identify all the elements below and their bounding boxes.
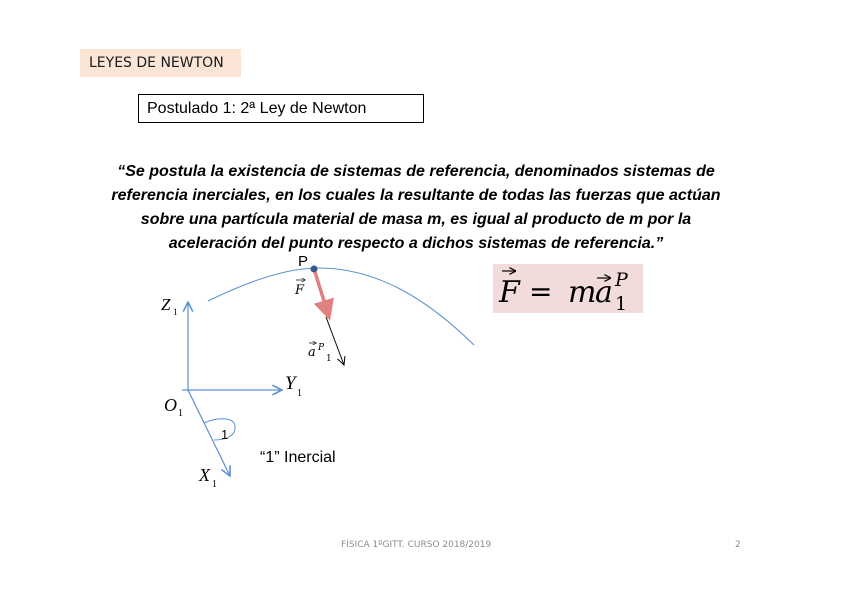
formula-subscript: 1 [615, 293, 628, 313]
formula-force: F [499, 275, 520, 310]
section-label: LEYES DE NEWTON [80, 49, 241, 77]
accel-superscript: P [318, 343, 325, 353]
x-axis-label: X [199, 465, 210, 485]
formula-equals: = [529, 275, 553, 308]
formula-accel: a [595, 275, 613, 310]
accel-label: a [308, 345, 316, 360]
x-axis-subscript: 1 [212, 479, 217, 490]
y-axis-subscript: 1 [297, 388, 302, 399]
inertial-label: “1” Inercial [260, 449, 336, 466]
y-axis-label: Y [285, 373, 296, 394]
postulate-quote: “Se postula la existencia de sistemas de referencia, denominados sistemas de referencia inerciales, en los cuales la resultante de todas las fuerzas que actúan sobre una partícula material de masa m, es igual al producto de m por la aceleración del punto respecto a dichos sistemas de referencia.” [111, 163, 721, 252]
footer-course: FÍSICA 1ºGITT. CURSO 2018/2019 [341, 540, 492, 550]
point-label: P [298, 253, 309, 270]
page-number: 2 [735, 540, 741, 550]
accel-subscript: 1 [326, 354, 332, 364]
rotation-label: 1 [221, 427, 229, 442]
force-vector [315, 272, 328, 314]
formula-superscript: P [615, 269, 628, 291]
force-label: F [295, 283, 305, 298]
z-axis-label: Z [161, 295, 171, 314]
trajectory-curve [208, 268, 474, 345]
origin-subscript: 1 [178, 408, 183, 419]
rotation-loop [204, 419, 235, 440]
point-p [311, 266, 318, 273]
origin-label: O [164, 395, 177, 415]
formula-mass: m [568, 275, 597, 310]
postulate-title: Postulado 1: 2ª Ley de Newton [138, 94, 424, 123]
z-axis-subscript: 1 [173, 307, 178, 317]
